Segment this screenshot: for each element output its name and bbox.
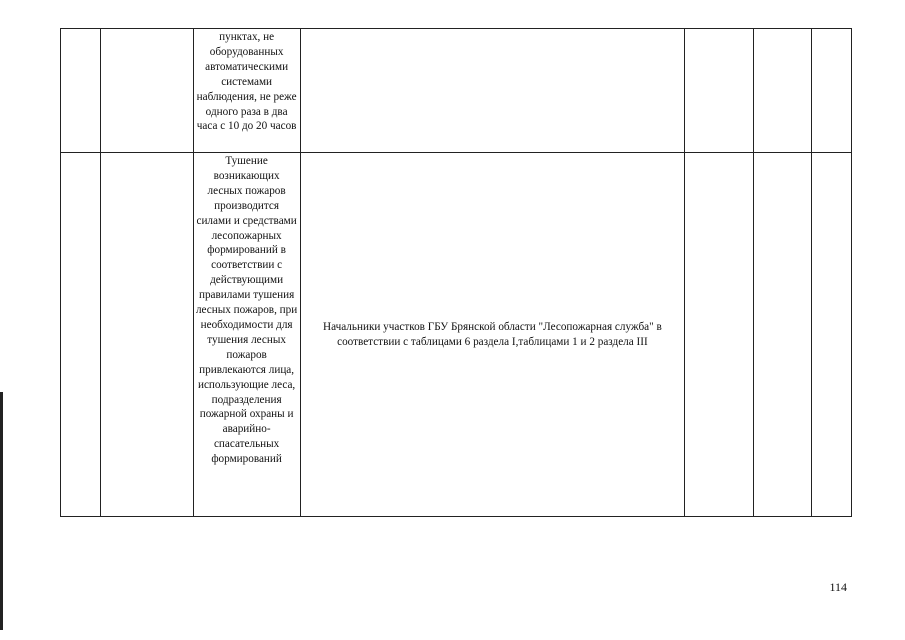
measure-text: пунктах, не оборудованных автоматическими системами наблюдения, не реже одного раза в два часа с 10 до 20 часов xyxy=(196,31,297,133)
responsible-cell xyxy=(300,29,684,153)
fire-measures-table xyxy=(60,28,852,517)
table-row xyxy=(61,153,852,517)
section-cell xyxy=(101,29,193,153)
responsible-cell: Начальники участков ГБУ Брянской области "Лесопожарная служба" в соответствии с таблицами 6 раздела I,таблицами 1 и 2 раздела III xyxy=(300,153,684,517)
number-cell xyxy=(61,29,101,153)
deadline-cell xyxy=(685,153,754,517)
table-row xyxy=(61,29,852,153)
measure-text: Тушение возникающих лесных пожаров производится силами и средствами лесопожарных формирований в соответствии с действующими правилами тушения лесных пожаров, при необходимости для тушения лесных пожаров привлекаются лица, использующие леса, подразделения пожарной охраны и аварийно-спасательных формирований xyxy=(195,155,298,466)
section-cell xyxy=(101,153,193,517)
deadline-cell xyxy=(685,29,754,153)
volume-cell xyxy=(753,29,811,153)
note-cell xyxy=(811,153,852,517)
note-cell xyxy=(811,29,852,153)
measure-cell xyxy=(193,153,300,517)
volume-cell xyxy=(753,153,811,517)
number-cell xyxy=(61,153,101,517)
page-number: 114 xyxy=(829,580,847,594)
measure-cell xyxy=(193,29,300,153)
scan-edge-mark xyxy=(0,392,3,630)
